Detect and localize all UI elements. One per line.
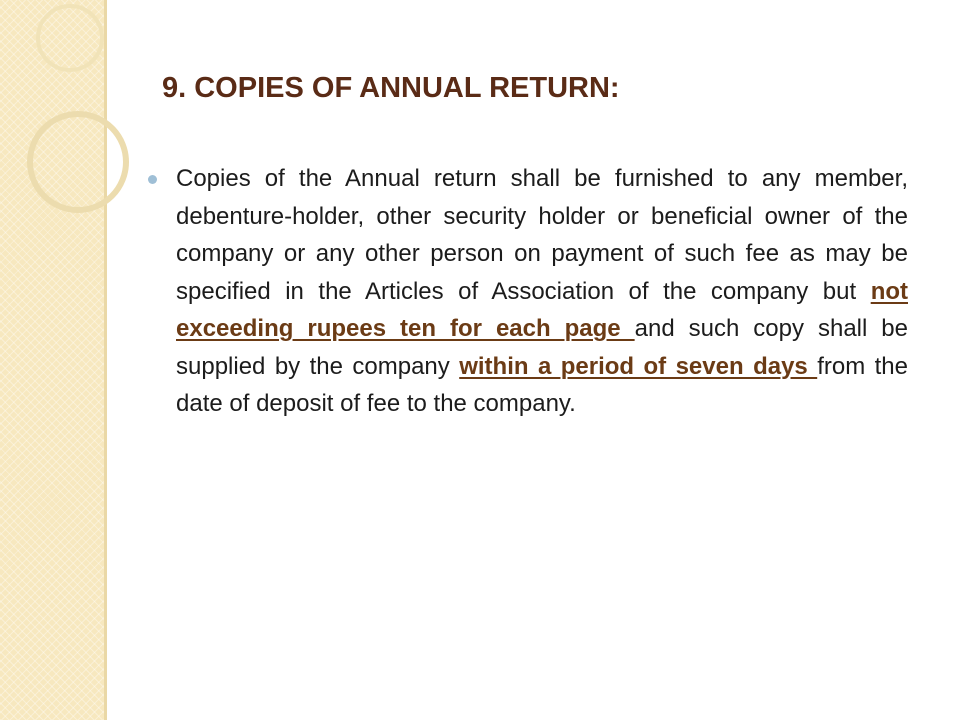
bullet-list [148, 160, 908, 423]
emphasized-time-limit: within a period of seven days [459, 352, 818, 380]
bullet-item [148, 160, 908, 423]
decorative-ring-large [30, 114, 126, 210]
text-segment: from the date of deposit of fee to the company. [176, 352, 908, 417]
text-segment: and such copy shall be supplied by the company [176, 315, 908, 380]
slide-title: 9. COPIES OF ANNUAL RETURN: [162, 72, 620, 104]
decorative-rings [0, 0, 130, 260]
emphasized-fee-limit: not exceeding rupees ten for each page [176, 277, 908, 342]
decorative-ring-small [38, 6, 102, 70]
text-segment: Copies of the Annual return shall be furnished to any member, debenture-holder, other security holder or beneficial owner of the company or any other person on payment of such fee as may be specified in the Articles of Association of the company but [176, 165, 908, 305]
bullet-text [176, 160, 908, 423]
bullet-icon [148, 175, 157, 184]
